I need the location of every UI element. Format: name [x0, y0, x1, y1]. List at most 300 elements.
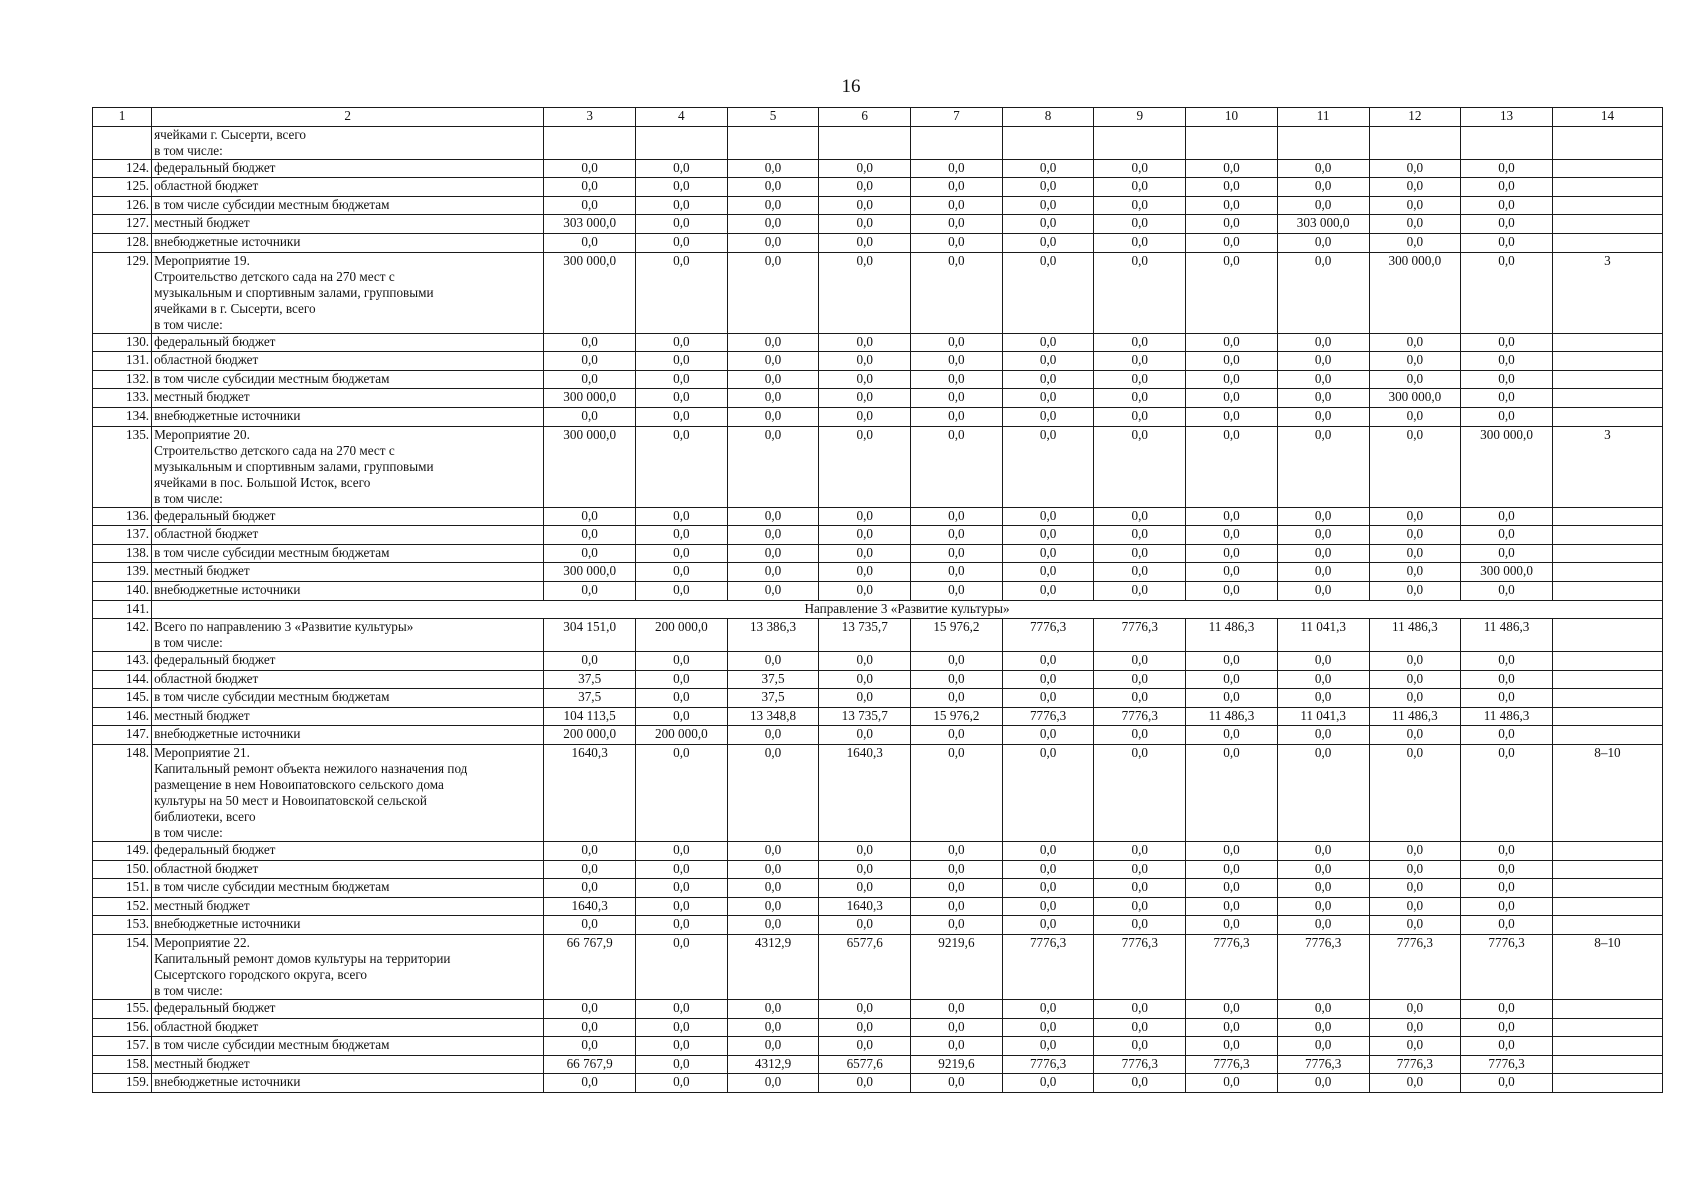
row-description: [152, 745, 544, 842]
target-indicator-cell: [1552, 126, 1662, 159]
value-cell: [819, 126, 911, 159]
value-cell: 11 041,3: [1277, 707, 1369, 726]
table-row: [93, 159, 1663, 178]
value-cell: 0,0: [1277, 842, 1369, 861]
target-indicator-cell: [1552, 370, 1662, 389]
value-cell: 0,0: [1369, 178, 1461, 197]
value-cell: 0,0: [1186, 689, 1278, 708]
row-description: [152, 726, 544, 745]
value-cell: 0,0: [911, 860, 1003, 879]
value-cell: 0,0: [1002, 252, 1094, 333]
value-cell: 11 041,3: [1277, 619, 1369, 652]
row-description: [152, 935, 544, 1000]
description-line: в том числе субсидии местным бюджетам: [154, 879, 390, 895]
value-cell: 0,0: [1002, 407, 1094, 426]
value-cell: 0,0: [1094, 652, 1186, 671]
row-description: [152, 407, 544, 426]
value-cell: 0,0: [1094, 897, 1186, 916]
value-cell: 0,0: [1002, 159, 1094, 178]
value-cell: 0,0: [1369, 879, 1461, 898]
value-cell: 0,0: [1277, 897, 1369, 916]
value-cell: 0,0: [911, 370, 1003, 389]
value-cell: 11 486,3: [1461, 707, 1553, 726]
value-cell: 0,0: [1094, 1074, 1186, 1093]
table-row: [93, 1037, 1663, 1056]
description-line: областной бюджет: [154, 1018, 259, 1034]
description-line: в том числе:: [154, 316, 223, 332]
row-description: [152, 426, 544, 507]
value-cell: 0,0: [1369, 526, 1461, 545]
value-cell: 0,0: [727, 1037, 819, 1056]
target-indicator-cell: [1552, 1000, 1662, 1019]
value-cell: 0,0: [1461, 407, 1553, 426]
target-indicator-cell: [1552, 652, 1662, 671]
target-indicator-cell: 8–10: [1552, 745, 1662, 842]
value-cell: 0,0: [1186, 1074, 1278, 1093]
row-description: [152, 352, 544, 371]
value-cell: 0,0: [1461, 689, 1553, 708]
value-cell: 0,0: [911, 196, 1003, 215]
value-cell: 0,0: [544, 333, 636, 352]
value-cell: 6577,6: [819, 935, 911, 1000]
row-number: 144.: [93, 670, 152, 689]
value-cell: 0,0: [727, 916, 819, 935]
row-number: 147.: [93, 726, 152, 745]
value-cell: 0,0: [1002, 563, 1094, 582]
value-cell: 200 000,0: [544, 726, 636, 745]
description-line: федеральный бюджет: [154, 842, 276, 858]
table-row: [93, 389, 1663, 408]
value-cell: 0,0: [544, 1018, 636, 1037]
value-cell: 0,0: [1461, 196, 1553, 215]
value-cell: 0,0: [911, 1000, 1003, 1019]
value-cell: 0,0: [1002, 1074, 1094, 1093]
value-cell: 7776,3: [1461, 935, 1553, 1000]
value-cell: 0,0: [1277, 159, 1369, 178]
value-cell: 0,0: [727, 860, 819, 879]
value-cell: 11 486,3: [1186, 619, 1278, 652]
value-cell: 300 000,0: [1461, 426, 1553, 507]
value-cell: 0,0: [819, 370, 911, 389]
target-indicator-cell: 3: [1552, 426, 1662, 507]
value-cell: 0,0: [1277, 426, 1369, 507]
value-cell: [544, 126, 636, 159]
header-cell: 8: [1002, 108, 1094, 127]
value-cell: 0,0: [1461, 1018, 1553, 1037]
value-cell: 0,0: [1461, 1000, 1553, 1019]
value-cell: 0,0: [819, 1000, 911, 1019]
value-cell: 0,0: [636, 842, 728, 861]
row-description: [152, 689, 544, 708]
target-indicator-cell: [1552, 563, 1662, 582]
value-cell: [1369, 126, 1461, 159]
value-cell: 0,0: [911, 652, 1003, 671]
header-cell: 6: [819, 108, 911, 127]
header-cell: 14: [1552, 108, 1662, 127]
value-cell: 303 000,0: [544, 215, 636, 234]
value-cell: 0,0: [819, 407, 911, 426]
value-cell: 0,0: [1094, 689, 1186, 708]
value-cell: 0,0: [1186, 652, 1278, 671]
value-cell: 0,0: [1277, 1000, 1369, 1019]
value-cell: 0,0: [727, 897, 819, 916]
value-cell: 0,0: [819, 252, 911, 333]
row-number: [93, 126, 152, 159]
value-cell: 0,0: [1277, 507, 1369, 526]
target-indicator-cell: [1552, 842, 1662, 861]
description-line: федеральный бюджет: [154, 1000, 276, 1016]
value-cell: 0,0: [1002, 652, 1094, 671]
value-cell: 0,0: [1002, 333, 1094, 352]
value-cell: 0,0: [727, 726, 819, 745]
value-cell: 0,0: [819, 581, 911, 600]
value-cell: 0,0: [819, 215, 911, 234]
table-row: [93, 689, 1663, 708]
value-cell: 0,0: [1186, 1018, 1278, 1037]
value-cell: 0,0: [727, 544, 819, 563]
value-cell: 0,0: [727, 879, 819, 898]
header-cell: 4: [636, 108, 728, 127]
value-cell: 0,0: [1094, 178, 1186, 197]
value-cell: 0,0: [1094, 745, 1186, 842]
value-cell: 0,0: [1002, 389, 1094, 408]
value-cell: 0,0: [1461, 670, 1553, 689]
target-indicator-cell: [1552, 707, 1662, 726]
row-description: [152, 916, 544, 935]
value-cell: 0,0: [1186, 196, 1278, 215]
value-cell: 0,0: [819, 333, 911, 352]
value-cell: 0,0: [1461, 178, 1553, 197]
value-cell: 0,0: [1461, 215, 1553, 234]
value-cell: 0,0: [544, 1074, 636, 1093]
value-cell: 11 486,3: [1369, 619, 1461, 652]
value-cell: 0,0: [1094, 159, 1186, 178]
value-cell: 0,0: [727, 1000, 819, 1019]
value-cell: 0,0: [727, 178, 819, 197]
value-cell: 0,0: [1002, 897, 1094, 916]
value-cell: 0,0: [1186, 407, 1278, 426]
value-cell: 0,0: [911, 581, 1003, 600]
row-description: [152, 196, 544, 215]
value-cell: 303 000,0: [1277, 215, 1369, 234]
value-cell: 0,0: [1461, 352, 1553, 371]
value-cell: 0,0: [636, 544, 728, 563]
description-line: федеральный бюджет: [154, 507, 276, 523]
value-cell: 4312,9: [727, 935, 819, 1000]
value-cell: 0,0: [819, 178, 911, 197]
table-row: [93, 745, 1663, 842]
value-cell: 0,0: [1369, 407, 1461, 426]
value-cell: 37,5: [727, 670, 819, 689]
value-cell: 0,0: [1094, 333, 1186, 352]
value-cell: 0,0: [727, 745, 819, 842]
value-cell: 0,0: [1277, 352, 1369, 371]
row-description: [152, 1037, 544, 1056]
target-indicator-cell: [1552, 726, 1662, 745]
value-cell: 0,0: [636, 670, 728, 689]
value-cell: [1277, 126, 1369, 159]
description-line: местный бюджет: [154, 707, 250, 723]
value-cell: 0,0: [1369, 426, 1461, 507]
value-cell: 0,0: [636, 370, 728, 389]
description-line: федеральный бюджет: [154, 652, 276, 668]
value-cell: 0,0: [1461, 916, 1553, 935]
value-cell: 0,0: [1277, 1074, 1369, 1093]
value-cell: 7776,3: [1369, 935, 1461, 1000]
description-line: федеральный бюджет: [154, 333, 276, 349]
value-cell: 0,0: [636, 707, 728, 726]
table-row: [93, 652, 1663, 671]
value-cell: 0,0: [1277, 233, 1369, 252]
value-cell: 37,5: [727, 689, 819, 708]
value-cell: 0,0: [819, 352, 911, 371]
value-cell: 7776,3: [1277, 935, 1369, 1000]
value-cell: 0,0: [1186, 563, 1278, 582]
value-cell: 0,0: [1277, 333, 1369, 352]
value-cell: 300 000,0: [544, 563, 636, 582]
value-cell: 13 735,7: [819, 707, 911, 726]
value-cell: 0,0: [727, 370, 819, 389]
value-cell: 0,0: [911, 916, 1003, 935]
description-line: Строительство детского сада на 270 мест с: [154, 268, 395, 284]
description-line: местный бюджет: [154, 389, 250, 405]
description-line: Капитальный ремонт домов культуры на территории: [154, 951, 451, 967]
header-cell: 3: [544, 108, 636, 127]
description-line: внебюджетные источники: [154, 1074, 301, 1090]
value-cell: 0,0: [1277, 581, 1369, 600]
value-cell: 0,0: [1094, 507, 1186, 526]
value-cell: 0,0: [911, 233, 1003, 252]
value-cell: 0,0: [1094, 842, 1186, 861]
value-cell: 0,0: [911, 745, 1003, 842]
value-cell: 1640,3: [819, 745, 911, 842]
value-cell: 0,0: [911, 1074, 1003, 1093]
table-row: [93, 544, 1663, 563]
description-line: Мероприятие 20.: [154, 426, 250, 442]
row-number: 141.: [93, 600, 152, 619]
row-description: [152, 707, 544, 726]
value-cell: 0,0: [1094, 407, 1186, 426]
value-cell: 0,0: [1186, 178, 1278, 197]
table-row: [93, 1000, 1663, 1019]
value-cell: 0,0: [1186, 352, 1278, 371]
description-line: Капитальный ремонт объекта нежилого назначения под: [154, 761, 468, 777]
description-line: местный бюджет: [154, 215, 250, 231]
description-line: Мероприятие 19.: [154, 252, 250, 268]
row-number: 150.: [93, 860, 152, 879]
row-description: [152, 507, 544, 526]
description-line: в том числе:: [154, 825, 223, 841]
value-cell: 0,0: [911, 352, 1003, 371]
target-indicator-cell: [1552, 860, 1662, 879]
table-row: [93, 252, 1663, 333]
value-cell: 0,0: [544, 1000, 636, 1019]
value-cell: 0,0: [1461, 745, 1553, 842]
value-cell: 0,0: [1094, 879, 1186, 898]
row-description: [152, 178, 544, 197]
value-cell: 0,0: [911, 333, 1003, 352]
value-cell: 0,0: [636, 1037, 728, 1056]
table-body: [93, 126, 1663, 1092]
description-line: в том числе:: [154, 490, 223, 506]
value-cell: 66 767,9: [544, 1055, 636, 1074]
description-line: размещение в нем Новоипатовского сельского дома: [154, 777, 444, 793]
value-cell: 0,0: [1369, 159, 1461, 178]
description-line: в том числе:: [154, 142, 223, 158]
value-cell: 0,0: [1002, 670, 1094, 689]
target-indicator-cell: [1552, 507, 1662, 526]
row-number: 131.: [93, 352, 152, 371]
value-cell: 6577,6: [819, 1055, 911, 1074]
value-cell: 0,0: [819, 544, 911, 563]
target-indicator-cell: [1552, 897, 1662, 916]
value-cell: 0,0: [911, 879, 1003, 898]
value-cell: 0,0: [1277, 879, 1369, 898]
value-cell: 0,0: [911, 563, 1003, 582]
section-row: [93, 600, 1663, 619]
value-cell: 0,0: [819, 726, 911, 745]
value-cell: 0,0: [1002, 507, 1094, 526]
value-cell: 0,0: [544, 178, 636, 197]
value-cell: 0,0: [819, 842, 911, 861]
value-cell: 0,0: [1461, 1074, 1553, 1093]
value-cell: 0,0: [1002, 860, 1094, 879]
value-cell: 300 000,0: [1461, 563, 1553, 582]
value-cell: 0,0: [1002, 426, 1094, 507]
value-cell: 0,0: [727, 563, 819, 582]
value-cell: 0,0: [1002, 916, 1094, 935]
value-cell: [1461, 126, 1553, 159]
value-cell: 0,0: [1002, 215, 1094, 234]
value-cell: 0,0: [636, 233, 728, 252]
value-cell: 0,0: [727, 252, 819, 333]
target-indicator-cell: [1552, 879, 1662, 898]
target-indicator-cell: [1552, 1074, 1662, 1093]
value-cell: [636, 126, 728, 159]
value-cell: 0,0: [819, 233, 911, 252]
target-indicator-cell: [1552, 233, 1662, 252]
value-cell: 0,0: [1186, 215, 1278, 234]
value-cell: 0,0: [1369, 689, 1461, 708]
row-number: 126.: [93, 196, 152, 215]
value-cell: 0,0: [1002, 233, 1094, 252]
value-cell: 13 348,8: [727, 707, 819, 726]
value-cell: 0,0: [636, 689, 728, 708]
value-cell: 0,0: [1002, 196, 1094, 215]
description-line: местный бюджет: [154, 563, 250, 579]
description-line: Строительство детского сада на 270 мест с: [154, 442, 395, 458]
value-cell: 0,0: [636, 407, 728, 426]
value-cell: 0,0: [1369, 563, 1461, 582]
value-cell: 7776,3: [1186, 935, 1278, 1000]
value-cell: 0,0: [727, 652, 819, 671]
table-row: [93, 526, 1663, 545]
value-cell: 0,0: [1277, 526, 1369, 545]
value-cell: 37,5: [544, 670, 636, 689]
value-cell: 0,0: [1186, 544, 1278, 563]
description-line: Всего по направлению 3 «Развитие культуры»: [154, 619, 414, 635]
target-indicator-cell: [1552, 1037, 1662, 1056]
value-cell: 0,0: [636, 426, 728, 507]
value-cell: [727, 126, 819, 159]
value-cell: 0,0: [1461, 652, 1553, 671]
value-cell: 0,0: [1002, 178, 1094, 197]
value-cell: 0,0: [911, 689, 1003, 708]
value-cell: 1640,3: [544, 897, 636, 916]
value-cell: 0,0: [1002, 842, 1094, 861]
description-line: библиотеки, всего: [154, 809, 256, 825]
value-cell: 0,0: [911, 1037, 1003, 1056]
value-cell: 0,0: [1461, 370, 1553, 389]
value-cell: 4312,9: [727, 1055, 819, 1074]
value-cell: 0,0: [544, 159, 636, 178]
table-row: [93, 233, 1663, 252]
row-description: [152, 581, 544, 600]
target-indicator-cell: [1552, 526, 1662, 545]
value-cell: 0,0: [636, 860, 728, 879]
value-cell: 0,0: [911, 544, 1003, 563]
description-line: местный бюджет: [154, 897, 250, 913]
row-number: 148.: [93, 745, 152, 842]
description-line: ячейками в г. Сысерти, всего: [154, 300, 316, 316]
value-cell: 0,0: [544, 652, 636, 671]
table-row: [93, 215, 1663, 234]
value-cell: 1640,3: [819, 897, 911, 916]
value-cell: [1094, 126, 1186, 159]
description-line: в том числе субсидии местным бюджетам: [154, 544, 390, 560]
description-line: местный бюджет: [154, 1055, 250, 1071]
row-number: 153.: [93, 916, 152, 935]
value-cell: 300 000,0: [544, 389, 636, 408]
row-number: 154.: [93, 935, 152, 1000]
value-cell: 0,0: [1094, 252, 1186, 333]
value-cell: 7776,3: [1002, 619, 1094, 652]
value-cell: 0,0: [636, 897, 728, 916]
description-line: внебюджетные источники: [154, 407, 301, 423]
value-cell: 0,0: [727, 333, 819, 352]
header-cell: 13: [1461, 108, 1553, 127]
value-cell: 0,0: [727, 1074, 819, 1093]
table-row: [93, 178, 1663, 197]
description-line: внебюджетные источники: [154, 726, 301, 742]
value-cell: 0,0: [1461, 897, 1553, 916]
target-indicator-cell: [1552, 581, 1662, 600]
value-cell: 0,0: [727, 581, 819, 600]
value-cell: 0,0: [1461, 581, 1553, 600]
value-cell: 0,0: [636, 389, 728, 408]
description-line: в том числе:: [154, 983, 223, 999]
row-number: 139.: [93, 563, 152, 582]
value-cell: 0,0: [636, 581, 728, 600]
header-cell: 1: [93, 108, 152, 127]
value-cell: 0,0: [1094, 544, 1186, 563]
row-number: 133.: [93, 389, 152, 408]
description-line: музыкальным и спортивным залами, групповыми: [154, 458, 434, 474]
table-row: [93, 842, 1663, 861]
row-description: [152, 370, 544, 389]
row-number: 155.: [93, 1000, 152, 1019]
table-header: [93, 108, 1663, 127]
value-cell: 0,0: [1094, 1037, 1186, 1056]
value-cell: 0,0: [1186, 726, 1278, 745]
value-cell: 0,0: [819, 689, 911, 708]
value-cell: 0,0: [1094, 726, 1186, 745]
row-number: 142.: [93, 619, 152, 652]
value-cell: 0,0: [1369, 215, 1461, 234]
value-cell: 0,0: [819, 652, 911, 671]
value-cell: 0,0: [1186, 860, 1278, 879]
value-cell: 0,0: [1094, 370, 1186, 389]
